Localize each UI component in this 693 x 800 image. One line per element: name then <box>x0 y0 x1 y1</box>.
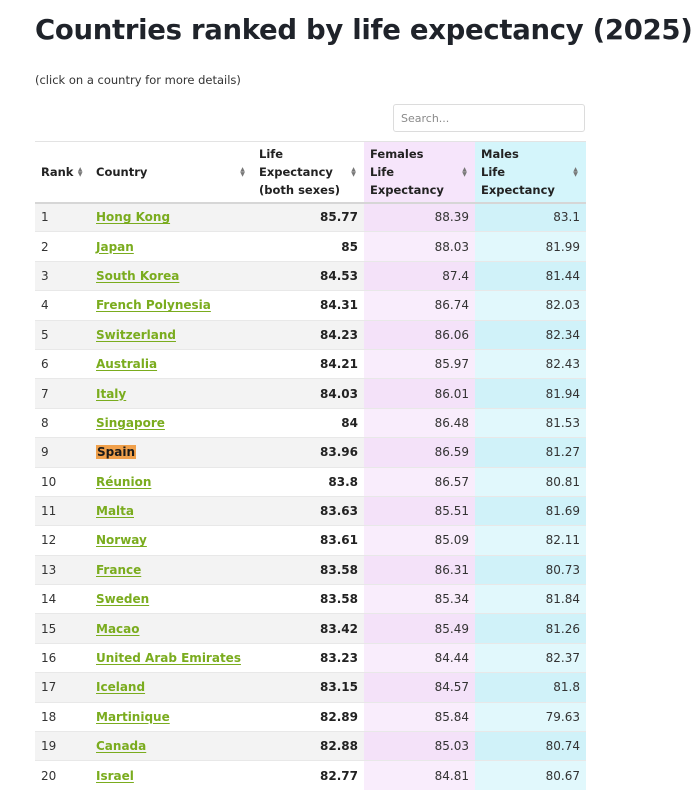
country-link[interactable]: Norway <box>96 533 147 548</box>
males-life-expectancy-cell: 81.44 <box>475 261 586 290</box>
males-life-expectancy-cell: 81.53 <box>475 408 586 437</box>
females-life-expectancy-cell: 85.34 <box>364 585 475 614</box>
column-header-life-expectancy[interactable] <box>253 142 364 203</box>
column-header-females-label: Females Life Expectancy <box>370 146 444 197</box>
sort-icon[interactable]: ▲ ▼ <box>573 165 578 178</box>
life-expectancy-cell: 82.89 <box>253 702 364 731</box>
table-row[interactable] <box>35 467 586 496</box>
life-expectancy-cell: 84.21 <box>253 349 364 378</box>
table-row[interactable] <box>35 526 586 555</box>
males-life-expectancy-cell: 79.63 <box>475 702 586 731</box>
sort-icon[interactable]: ▲ ▼ <box>351 165 356 178</box>
life-expectancy-cell: 83.23 <box>253 643 364 672</box>
males-life-expectancy-cell: 81.26 <box>475 614 586 643</box>
table-row[interactable] <box>35 496 586 525</box>
page-subtitle: (click on a country for more details) <box>35 73 241 87</box>
rank-cell: 13 <box>35 555 90 584</box>
rank-cell: 6 <box>35 349 90 378</box>
females-life-expectancy-cell: 85.51 <box>364 496 475 525</box>
life-expectancy-table <box>35 141 586 790</box>
females-life-expectancy-cell: 84.81 <box>364 761 475 790</box>
country-link[interactable]: Sweden <box>96 592 150 607</box>
column-header-males-label: Males Life Expectancy <box>481 146 555 197</box>
males-life-expectancy-cell: 80.74 <box>475 732 586 761</box>
females-life-expectancy-cell: 86.74 <box>364 291 475 320</box>
females-life-expectancy-cell: 87.4 <box>364 261 475 290</box>
country-link[interactable]: Israel <box>96 768 134 783</box>
rank-cell: 20 <box>35 761 90 790</box>
males-life-expectancy-cell: 82.43 <box>475 349 586 378</box>
life-expectancy-cell: 84.53 <box>253 261 364 290</box>
country-link[interactable]: Iceland <box>96 680 146 695</box>
table-row[interactable] <box>35 379 586 408</box>
table-row[interactable] <box>35 349 586 378</box>
rank-cell: 1 <box>35 203 90 232</box>
rank-cell: 16 <box>35 643 90 672</box>
females-life-expectancy-cell: 86.48 <box>364 408 475 437</box>
table-row[interactable] <box>35 673 586 702</box>
column-header-country-label: Country <box>96 164 148 179</box>
sort-icon[interactable]: ▲ ▼ <box>240 165 245 178</box>
country-link[interactable]: Canada <box>96 739 147 754</box>
males-life-expectancy-cell: 81.8 <box>475 673 586 702</box>
rank-cell: 14 <box>35 585 90 614</box>
country-cell <box>90 379 253 408</box>
country-link[interactable]: Australia <box>96 357 158 372</box>
life-expectancy-cell: 83.61 <box>253 526 364 555</box>
country-link[interactable]: South Korea <box>96 268 180 283</box>
search-input[interactable] <box>393 104 585 132</box>
country-link[interactable]: United Arab Emirates <box>96 651 241 666</box>
males-life-expectancy-cell: 80.67 <box>475 761 586 790</box>
table-row[interactable] <box>35 702 586 731</box>
life-expectancy-cell: 85.77 <box>253 203 364 232</box>
table-row[interactable] <box>35 203 586 232</box>
males-life-expectancy-cell: 83.1 <box>475 203 586 232</box>
table-row[interactable] <box>35 320 586 349</box>
country-cell <box>90 702 253 731</box>
females-life-expectancy-cell: 85.97 <box>364 349 475 378</box>
country-cell <box>90 438 253 467</box>
ranking-table-container <box>35 141 586 790</box>
males-life-expectancy-cell: 82.11 <box>475 526 586 555</box>
rank-cell: 15 <box>35 614 90 643</box>
country-cell <box>90 496 253 525</box>
life-expectancy-cell: 84 <box>253 408 364 437</box>
sort-icon[interactable]: ▲ ▼ <box>462 165 467 178</box>
table-row[interactable] <box>35 555 586 584</box>
males-life-expectancy-cell: 81.69 <box>475 496 586 525</box>
life-expectancy-cell: 83.58 <box>253 585 364 614</box>
life-expectancy-cell: 84.03 <box>253 379 364 408</box>
rank-cell: 9 <box>35 438 90 467</box>
females-life-expectancy-cell: 85.03 <box>364 732 475 761</box>
table-row[interactable] <box>35 585 586 614</box>
country-cell <box>90 467 253 496</box>
country-link[interactable]: Hong Kong <box>96 210 171 225</box>
females-life-expectancy-cell: 85.09 <box>364 526 475 555</box>
country-cell <box>90 261 253 290</box>
life-expectancy-cell: 83.15 <box>253 673 364 702</box>
life-expectancy-cell: 82.88 <box>253 732 364 761</box>
females-life-expectancy-cell: 88.03 <box>364 232 475 261</box>
rank-cell: 7 <box>35 379 90 408</box>
country-link[interactable]: Spain <box>97 445 135 460</box>
country-link[interactable]: France <box>96 562 142 577</box>
country-cell <box>90 761 253 790</box>
table-row[interactable] <box>35 232 586 261</box>
column-header-rank[interactable] <box>35 142 90 203</box>
country-link[interactable]: Malta <box>96 504 134 519</box>
table-row[interactable] <box>35 732 586 761</box>
females-life-expectancy-cell: 86.57 <box>364 467 475 496</box>
females-life-expectancy-cell: 85.84 <box>364 702 475 731</box>
table-row[interactable] <box>35 761 586 790</box>
country-cell <box>90 526 253 555</box>
life-expectancy-cell: 83.63 <box>253 496 364 525</box>
country-cell <box>90 203 253 232</box>
rank-cell: 19 <box>35 732 90 761</box>
life-expectancy-cell: 83.42 <box>253 614 364 643</box>
table-row[interactable] <box>35 408 586 437</box>
rank-cell: 17 <box>35 673 90 702</box>
country-link[interactable]: Italy <box>96 386 127 401</box>
country-cell <box>90 673 253 702</box>
females-life-expectancy-cell: 86.59 <box>364 438 475 467</box>
males-life-expectancy-cell: 81.94 <box>475 379 586 408</box>
males-life-expectancy-cell: 81.99 <box>475 232 586 261</box>
females-life-expectancy-cell: 84.44 <box>364 643 475 672</box>
country-cell <box>90 614 253 643</box>
country-link[interactable]: French Polynesia <box>96 298 211 313</box>
males-life-expectancy-cell: 81.27 <box>475 438 586 467</box>
table-body <box>35 203 586 791</box>
country-cell <box>90 320 253 349</box>
country-cell <box>90 555 253 584</box>
country-cell <box>90 349 253 378</box>
rank-cell: 12 <box>35 526 90 555</box>
females-life-expectancy-cell: 86.31 <box>364 555 475 584</box>
females-life-expectancy-cell: 88.39 <box>364 203 475 232</box>
females-life-expectancy-cell: 86.01 <box>364 379 475 408</box>
country-cell <box>90 585 253 614</box>
rank-cell: 18 <box>35 702 90 731</box>
table-row[interactable] <box>35 614 586 643</box>
rank-cell: 4 <box>35 291 90 320</box>
country-link[interactable]: Réunion <box>96 474 152 489</box>
column-header-country[interactable] <box>90 142 253 203</box>
rank-cell: 3 <box>35 261 90 290</box>
males-life-expectancy-cell: 80.81 <box>475 467 586 496</box>
life-expectancy-cell: 85 <box>253 232 364 261</box>
rank-cell: 11 <box>35 496 90 525</box>
country-link[interactable]: Martinique <box>96 709 170 724</box>
life-expectancy-cell: 82.77 <box>253 761 364 790</box>
column-header-life-expectancy-label: Life Expectancy (both sexes) <box>259 146 341 197</box>
females-life-expectancy-cell: 85.49 <box>364 614 475 643</box>
country-cell <box>90 232 253 261</box>
females-life-expectancy-cell: 86.06 <box>364 320 475 349</box>
country-cell <box>90 732 253 761</box>
column-header-females[interactable] <box>364 142 475 203</box>
rank-cell: 8 <box>35 408 90 437</box>
country-cell <box>90 643 253 672</box>
country-link[interactable]: Japan <box>96 239 134 254</box>
males-life-expectancy-cell: 80.73 <box>475 555 586 584</box>
table-row[interactable] <box>35 438 586 467</box>
life-expectancy-cell: 84.31 <box>253 291 364 320</box>
life-expectancy-cell: 83.58 <box>253 555 364 584</box>
table-row[interactable] <box>35 291 586 320</box>
page-title: Countries ranked by life expectancy (2025) <box>35 14 693 46</box>
life-expectancy-cell: 83.8 <box>253 467 364 496</box>
life-expectancy-cell: 83.96 <box>253 438 364 467</box>
males-life-expectancy-cell: 82.37 <box>475 643 586 672</box>
males-life-expectancy-cell: 81.84 <box>475 585 586 614</box>
column-header-males[interactable] <box>475 142 586 203</box>
country-cell <box>90 291 253 320</box>
country-link[interactable]: Macao <box>96 621 140 636</box>
table-row[interactable] <box>35 261 586 290</box>
country-link[interactable]: Switzerland <box>96 327 176 342</box>
table-row[interactable] <box>35 643 586 672</box>
rank-cell: 5 <box>35 320 90 349</box>
females-life-expectancy-cell: 84.57 <box>364 673 475 702</box>
life-expectancy-cell: 84.23 <box>253 320 364 349</box>
rank-cell: 2 <box>35 232 90 261</box>
table-header-row <box>35 142 586 203</box>
country-cell <box>90 408 253 437</box>
males-life-expectancy-cell: 82.34 <box>475 320 586 349</box>
column-header-rank-label: Rank <box>41 164 74 179</box>
sort-icon[interactable]: ▲ ▼ <box>77 165 83 178</box>
rank-cell: 10 <box>35 467 90 496</box>
males-life-expectancy-cell: 82.03 <box>475 291 586 320</box>
country-link[interactable]: Singapore <box>96 415 165 430</box>
